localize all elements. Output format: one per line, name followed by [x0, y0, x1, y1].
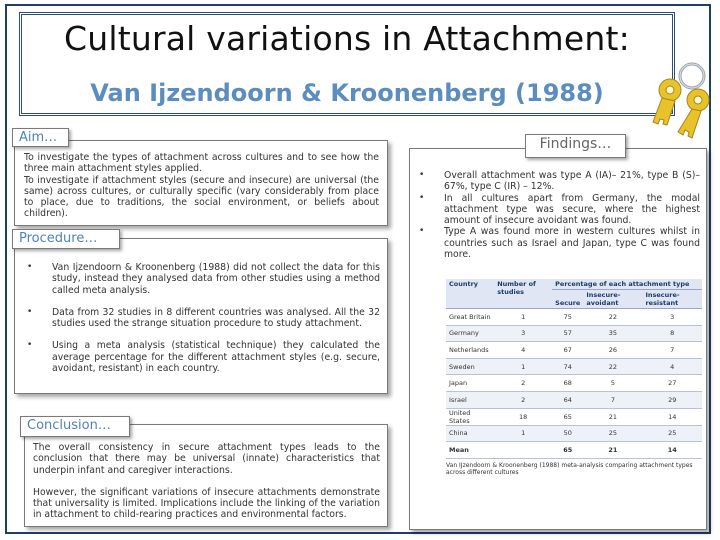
page-title: Cultural variations in Attachment: — [64, 19, 630, 58]
cell-country: Netherlands — [446, 342, 494, 359]
procedure-item: • Van Ijzendoorn & Kroonenberg (1988) did not collect the data for this study, instead they analysed data from other studies using a method called meta analysis. — [22, 262, 380, 296]
cell-resistant: 14 — [642, 408, 702, 425]
cell-studies — [494, 442, 552, 459]
cell-secure: 57 — [552, 325, 583, 342]
cell-studies: 1 — [494, 309, 552, 326]
findings-label: Findings… — [525, 134, 626, 158]
cell-secure: 65 — [552, 442, 583, 459]
cell-country: Mean — [446, 442, 494, 459]
keys-icon — [648, 62, 720, 140]
findings-item: • In all cultures apart from Germany, the modal attachment type was secure, where the highest amount of insecure avoidant was found. — [414, 193, 700, 227]
attachment-table-container — [446, 279, 702, 476]
table-row — [446, 309, 702, 326]
procedure-list — [22, 262, 380, 374]
header-secure: Secure — [552, 290, 583, 309]
cell-avoidant: 21 — [583, 442, 642, 459]
findings-item: • Type A was found more in western cultures whilst in countries such as Israel and Japan, type C was found more. — [414, 226, 700, 260]
cell-secure: 50 — [552, 425, 583, 442]
cell-country: China — [446, 425, 494, 442]
cell-resistant: 4 — [642, 358, 702, 375]
cell-avoidant: 5 — [583, 375, 642, 392]
header-country: Country — [446, 279, 494, 309]
table-row — [446, 425, 702, 442]
aim-paragraph: To investigate the types of attachment across cultures and to see how the three main attachment styles applied. — [24, 152, 379, 175]
cell-resistant: 3 — [642, 309, 702, 326]
findings-item: • Overall attachment was type A (IA)– 21%, type B (S)– 67%, type C (IR) – 12%. — [414, 170, 700, 193]
table-row — [446, 342, 702, 359]
header-avoidant: Insecure-avoidant — [583, 290, 642, 309]
table-caption: Van IJzendoorn & Kroonenberg (1988) meta-analysis comparing attachment types across different cultures — [446, 461, 693, 476]
cell-country: Japan — [446, 375, 494, 392]
cell-country: Great Britain — [446, 309, 494, 326]
cell-secure: 67 — [552, 342, 583, 359]
cell-resistant: 29 — [642, 391, 702, 408]
cell-studies: 4 — [494, 342, 552, 359]
cell-country: Germany — [446, 325, 494, 342]
cell-country: United States — [446, 408, 494, 425]
conclusion-paragraph: The overall consistency in secure attachment types leads to the conclusion that there may be universal (innate) characteristics that underpin infant and caregiver interactions. — [33, 442, 380, 476]
conclusion-label: Conclusion… — [20, 416, 130, 437]
cell-secure: 68 — [552, 375, 583, 392]
cell-secure: 65 — [552, 408, 583, 425]
aim-paragraph: To investigate if attachment styles (secure and insecure) are universal (the same) across cultures, or culturally specific (vary considerably from place to place, due to traditions, the social environment, or beliefs about children). — [24, 174, 379, 220]
conclusion-paragraph: However, the significant variations of insecure attachments demonstrate that universality is limited. Implications include the linking of the variation in attachment to child-rearing practices and environmental factors. — [33, 486, 380, 521]
cell-country: Sweden — [446, 358, 494, 375]
aim-text — [24, 152, 379, 220]
cell-resistant: 8 — [642, 325, 702, 342]
conclusion-text — [33, 442, 380, 521]
cell-country: Israel — [446, 391, 494, 408]
cell-avoidant: 7 — [583, 391, 642, 408]
page-subtitle: Van Ijzendoorn & Kroonenberg (1988) — [90, 79, 604, 107]
table-row — [446, 408, 702, 425]
procedure-item: • Using a meta analysis (statistical technique) they calculated the average percentage for the different attachment styles (e.g. secure, avoidant, resistant) in each country. — [22, 340, 380, 374]
cell-resistant: 14 — [642, 442, 702, 459]
table-header-row — [446, 279, 702, 290]
cell-resistant: 25 — [642, 425, 702, 442]
cell-resistant: 27 — [642, 375, 702, 392]
header-percentage: Percentage of each attachment type — [552, 279, 702, 290]
table-row — [446, 325, 702, 342]
cell-secure: 74 — [552, 358, 583, 375]
cell-avoidant: 21 — [583, 408, 642, 425]
cell-avoidant: 26 — [583, 342, 642, 359]
cell-studies: 3 — [494, 325, 552, 342]
table-row — [446, 442, 702, 459]
procedure-label: Procedure… — [12, 229, 120, 249]
cell-resistant: 7 — [642, 342, 702, 359]
cell-studies: 2 — [494, 375, 552, 392]
table-row — [446, 375, 702, 392]
aim-label: Aim… — [12, 128, 69, 147]
header-studies: Number of studies — [494, 279, 552, 309]
findings-list — [414, 170, 700, 260]
cell-studies: 1 — [494, 425, 552, 442]
cell-studies: 18 — [494, 408, 552, 425]
attachment-table — [446, 279, 702, 459]
cell-studies: 2 — [494, 391, 552, 408]
cell-studies: 1 — [494, 358, 552, 375]
cell-avoidant: 22 — [583, 309, 642, 326]
table-row — [446, 391, 702, 408]
procedure-item: • Data from 32 studies in 8 different countries was analysed. All the 32 studies used the strange situation procedure to study attachment. — [22, 307, 380, 330]
cell-avoidant: 22 — [583, 358, 642, 375]
header-box — [19, 12, 675, 116]
cell-avoidant: 35 — [583, 325, 642, 342]
cell-avoidant: 25 — [583, 425, 642, 442]
cell-secure: 64 — [552, 391, 583, 408]
cell-secure: 75 — [552, 309, 583, 326]
header-resistant: Insecure-resistant — [642, 290, 702, 309]
table-row — [446, 358, 702, 375]
